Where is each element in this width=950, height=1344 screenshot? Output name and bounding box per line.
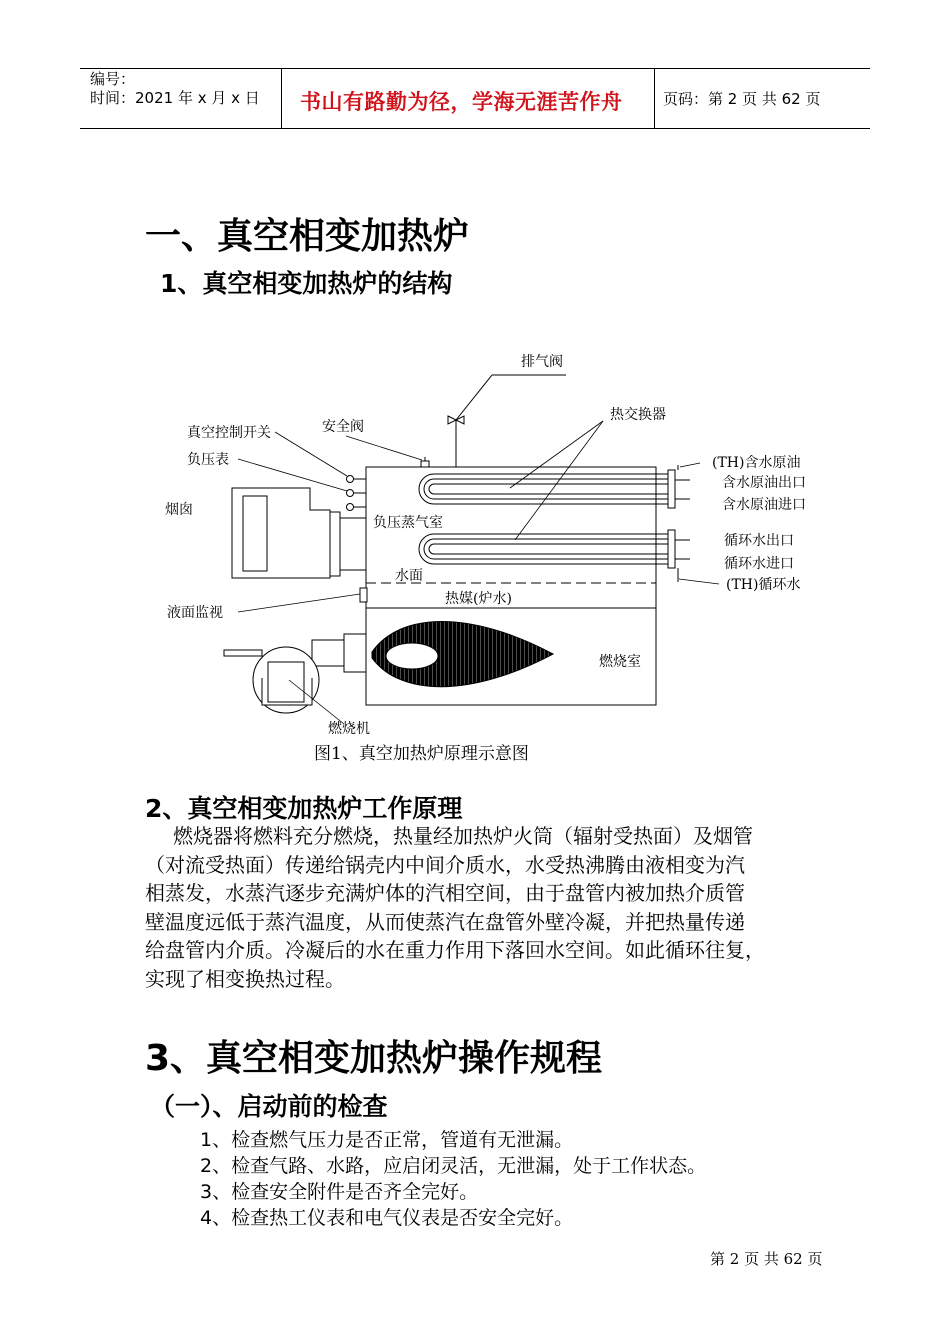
list-item: 2、检查气路、水路，应启闭灵活，无泄漏，处于工作状态。 <box>200 1155 707 1177</box>
label-th-water-oil: (TH)含水原油 <box>712 455 801 471</box>
section1-subtitle: 1、真空相变加热炉的结构 <box>160 269 453 298</box>
paragraph-line: 实现了相变换热过程。 <box>145 966 345 991</box>
header-time: 时间：2021 年 x 月 x 日 <box>90 89 260 107</box>
figure-caption: 图1、真空加热炉原理示意图 <box>314 744 529 764</box>
header-bottom-rule <box>80 128 870 129</box>
label-oil-inlet: 含水原油进口 <box>722 497 806 513</box>
furnace-diagram <box>150 340 820 740</box>
label-steam-chamber: 负压蒸气室 <box>373 515 443 531</box>
pressure-gauge-dot <box>347 490 354 497</box>
label-combustion-chamber: 燃烧室 <box>599 654 641 670</box>
section2-paragraph <box>145 822 825 993</box>
header-page-info: 页码：第 2 页 共 62 页 <box>663 90 821 108</box>
label-chimney: 烟囱 <box>165 502 193 518</box>
header-motto: 书山有路勤为径，学海无涯苦作舟 <box>300 90 623 114</box>
paragraph-line: 壁温度远低于蒸汽温度，从而使蒸汽在盘管外壁冷凝，并把热量传递 <box>145 909 745 934</box>
label-th-circ-water: (TH)循环水 <box>726 577 801 593</box>
label-exhaust-valve: 排气阀 <box>521 354 563 370</box>
paragraph-line: （对流受热面）传递给锅壳内中间介质水，水受热沸腾由液相变为汽 <box>145 852 745 877</box>
chimney <box>232 488 330 578</box>
paragraph-line: 相蒸发，水蒸汽逐步充满炉体的汽相空间，由于盘管内被加热介质管 <box>145 881 745 905</box>
label-safety-valve: 安全阀 <box>322 419 364 435</box>
paragraph-line: 给盘管内介质。冷凝后的水在重力作用下落回水空间。如此循环往复， <box>145 938 765 962</box>
header-top-rule <box>80 68 870 69</box>
label-heat-medium: 热媒(炉水) <box>445 591 512 607</box>
section3-subtitle: （一）、启动前的检查 <box>150 1092 388 1121</box>
heat-exchanger-coils <box>419 474 668 564</box>
level-monitor-box <box>360 588 367 602</box>
label-water-level: 水面 <box>395 568 423 584</box>
list-item: 3、检查安全附件是否齐全完好。 <box>200 1181 479 1203</box>
header-divider-right <box>654 68 655 129</box>
label-vacuum-switch: 真空控制开关 <box>187 425 271 441</box>
label-water-outlet: 循环水出口 <box>724 533 794 549</box>
paragraph-line: 燃烧器将燃料充分燃烧，热量经加热炉火筒（辐射受热面）及烟管 <box>173 824 753 848</box>
check-list <box>200 1127 706 1231</box>
footer-page-number: 第 2 页 共 62 页 <box>710 1250 823 1268</box>
label-pressure-gauge: 负压表 <box>187 452 229 468</box>
label-level-monitor: 液面监视 <box>167 605 223 621</box>
label-heat-exchanger: 热交换器 <box>610 407 666 423</box>
section1-title: 一、真空相变加热炉 <box>145 216 470 257</box>
header-number: 编号： <box>90 70 136 88</box>
list-item: 1、检查燃气压力是否正常，管道有无泄漏。 <box>200 1129 574 1151</box>
label-oil-outlet: 含水原油出口 <box>722 475 806 491</box>
vacuum-switch-dot <box>347 476 354 483</box>
section3-title: 3、真空相变加热炉操作规程 <box>145 1038 603 1079</box>
section2-title: 2、真空相变加热炉工作原理 <box>145 794 463 823</box>
header-divider-left <box>281 68 282 129</box>
label-burner: 燃烧机 <box>328 721 370 737</box>
label-water-inlet: 循环水进口 <box>724 556 794 572</box>
burner <box>224 634 366 713</box>
list-item: 4、检查热工仪表和电气仪表是否安全完好。 <box>200 1207 574 1229</box>
safety-valve <box>421 461 429 467</box>
